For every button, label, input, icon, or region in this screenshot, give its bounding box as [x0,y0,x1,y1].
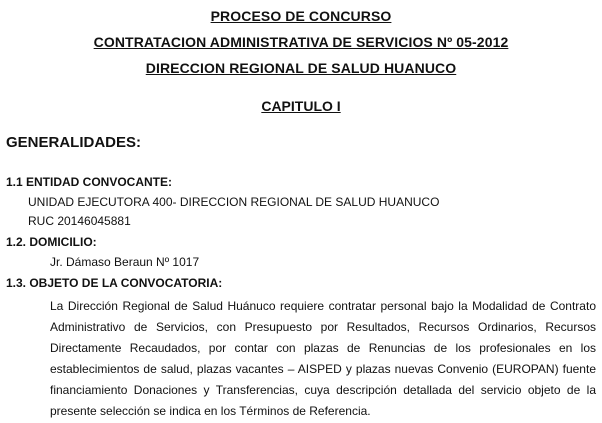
domicilio-address-text: Jr. Dámaso Beraun Nº 1017 [50,255,200,269]
document-title-line-1: PROCESO DE CONCURSO [210,8,392,24]
document-title-line-2: CONTRATACION ADMINISTRATIVA DE SERVICIOS Nº 05-2012 [93,34,509,50]
subsection-heading-objeto: 1.3. OBJETO DE LA CONVOCATORIA: [6,276,223,290]
document-title-line-3: DIRECCION REGIONAL DE SALUD HUANUCO [145,60,457,76]
entidad-ruc-text: RUC 20146045881 [28,214,131,228]
subsection-heading-entidad: 1.1 ENTIDAD CONVOCANTE: [6,175,173,189]
chapter-heading: CAPITULO I [261,98,341,114]
entidad-unidad-text: UNIDAD EJECUTORA 400- DIRECCION REGIONAL DE SALUD HUANUCO [28,195,440,209]
subsection-heading-domicilio: 1.2. DOMICILIO: [6,235,97,249]
section-heading-generalidades: GENERALIDADES: [6,134,142,151]
objeto-paragraph: La Dirección Regional de Salud Huánuco requiere contratar personal bajo la Modalidad de Contrato Administrativo de Servicios, con Presupuesto por Resultados, Recursos Ordinarios, Recursos Directamente Recaudados, por contar con plazas de Renuncias de los profesionales en los establecimientos de salud, plazas vacantes – AISPED y plazas nuevas Convenio (EUROPAN) fuente financiamiento Donaciones y Transferencias, cuya descripción detallada del servicio objeto de la presente selección se indica en los Términos de Referencia. [50,299,596,418]
